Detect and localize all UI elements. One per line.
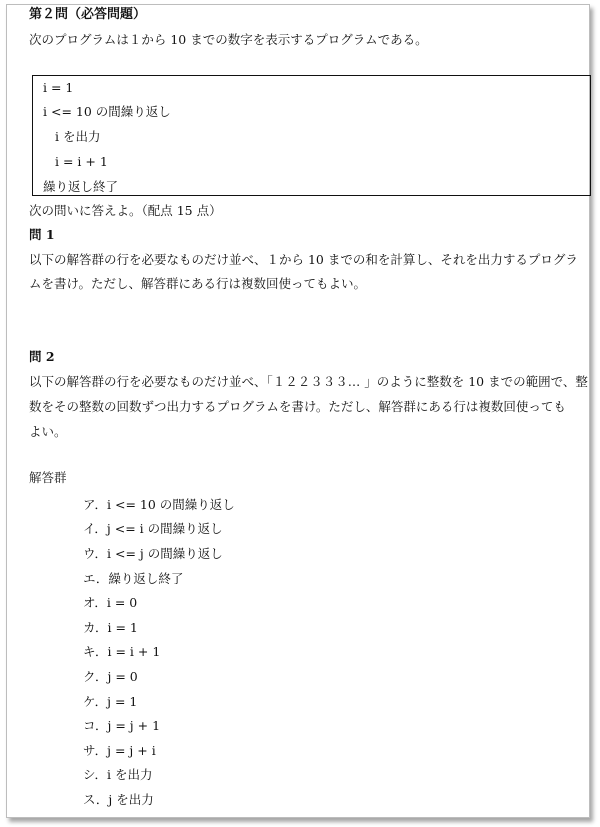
answer-option: オ．i = 0 <box>83 595 138 610</box>
document-page <box>6 4 590 818</box>
question-2-text: よい。 <box>29 424 67 439</box>
answer-option: サ．j = j + i <box>83 743 156 758</box>
program-box <box>32 75 591 196</box>
question-2-text: 以下の解答群の行を必要なものだけ並べ、「１２２３３３… 」のように整数を 10 までの範囲で、整 <box>29 374 588 389</box>
answer-option: ア．i <= 10 の間繰り返し <box>83 497 235 512</box>
question-1-text: 以下の解答群の行を必要なものだけ並べ、１から 10 までの和を計算し、それを出力するプログラ <box>29 252 578 267</box>
question-1-text: ムを書け。ただし、解答群にある行は複数回使ってもよい。 <box>29 276 367 291</box>
program-line: i = i + 1 <box>55 154 108 169</box>
question-2-text: 数をその整数の回数ずつ出力するプログラムを書け。ただし、解答群にある行は複数回使っても <box>29 399 566 414</box>
answer-option: ウ．i <= j の間繰り返し <box>83 546 223 561</box>
answer-group-heading: 解答群 <box>29 470 67 485</box>
program-line: i <= 10 の間繰り返し <box>43 104 171 119</box>
answer-option: カ．i = 1 <box>83 620 138 635</box>
question-intro: 次の問いに答えよ。（配点 15 点） <box>29 203 222 218</box>
answer-option: エ．繰り返し終了 <box>83 571 184 586</box>
program-line: i を出力 <box>55 129 101 144</box>
answer-option: ク．j = 0 <box>83 669 138 684</box>
intro-text: 次のプログラムは１から 10 までの数字を表示するプログラムである。 <box>29 32 428 47</box>
program-line: i = 1 <box>43 80 74 95</box>
answer-option: コ．j = j + 1 <box>83 718 161 733</box>
question-1-label: 問 1 <box>29 227 55 242</box>
section-title: 第２問（必答問題） <box>29 7 147 22</box>
question-2-label: 問 2 <box>29 349 55 364</box>
answer-option: ス．j を出力 <box>83 792 154 807</box>
answer-option: ケ．j = 1 <box>83 694 138 709</box>
program-line: 繰り返し終了 <box>43 179 119 194</box>
answer-option: イ．j <= i の間繰り返し <box>83 521 223 536</box>
answer-option: キ．i = i + 1 <box>83 644 161 659</box>
answer-option: シ．i を出力 <box>83 767 153 782</box>
